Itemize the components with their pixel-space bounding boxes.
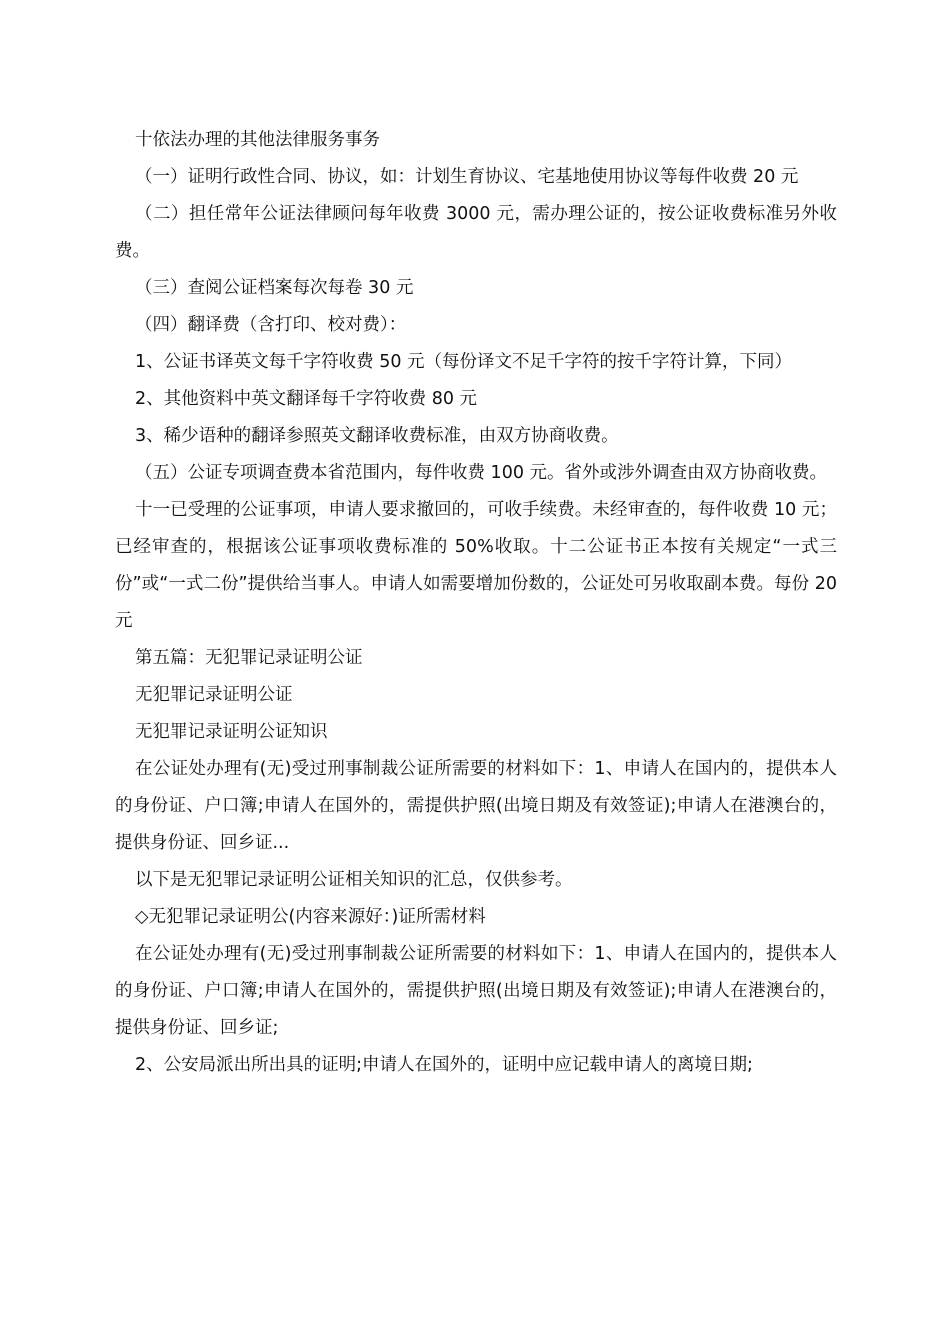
article-subtitle: 无犯罪记录证明公证知识 [135,722,328,742]
paragraph: （三）查阅公证档案每次每卷 30 元 [135,278,414,298]
paragraph: （五）公证专项调查费本省范围内，每件收费 100 元。省外或涉外调查由双方协商收费。 [135,463,828,483]
section-heading: ◇无犯罪记录证明公(内容来源好：)证所需材料 [135,907,486,927]
paragraph: （一）证明行政性合同、协议，如：计划生育协议、宅基地使用协议等每件收费 20 元 [135,167,799,187]
paragraph: （二）担任常年公证法律顾问每年收费 3000 元，需办理公证的，按公证收费标准另外收费。 [115,204,837,261]
paragraph: 在公证处办理有(无)受过刑事制裁公证所需要的材料如下：1、申请人在国内的，提供本人的身份证、户口簿;申请人在国外的，需提供护照(出境日期及有效签证);申请人在港澳台的，提供身份证、回乡证; [115,944,837,1038]
paragraph: 以下是无犯罪记录证明公证相关知识的汇总，仅供参考。 [135,870,573,890]
article-title: 无犯罪记录证明公证 [135,685,293,705]
chapter-title: 第五篇：无犯罪记录证明公证 [135,648,363,668]
section-heading: 十依法办理的其他法律服务事务 [135,130,380,150]
list-item: 1、公证书译英文每千字符收费 50 元（每份译文不足千字符的按千字符计算，下同） [135,352,793,372]
paragraph: （四）翻译费（含打印、校对费）： [135,315,407,335]
list-item: 3、稀少语种的翻译参照英文翻译收费标准，由双方协商收费。 [135,426,619,446]
document-page [115,122,837,1084]
list-item: 2、公安局派出所出具的证明;申请人在国外的，证明中应记载申请人的离境日期; [135,1055,753,1075]
list-item: 2、其他资料中英文翻译每千字符收费 80 元 [135,389,478,409]
paragraph: 十一已受理的公证事项，申请人要求撤回的，可收手续费。未经审查的，每件收费 10 元；已经审查的，根据该公证事项收费标准的 50%收取。十二公证书正本按有关规定“一式三份”或“一式二份”提供给当事人。申请人如需要增加份数的，公证处可另收取副本费。每份 20 元 [115,500,837,631]
paragraph: 在公证处办理有(无)受过刑事制裁公证所需要的材料如下：1、申请人在国内的，提供本人的身份证、户口簿;申请人在国外的，需提供护照(出境日期及有效签证);申请人在港澳台的，提供身份证、回乡证... [115,759,837,853]
